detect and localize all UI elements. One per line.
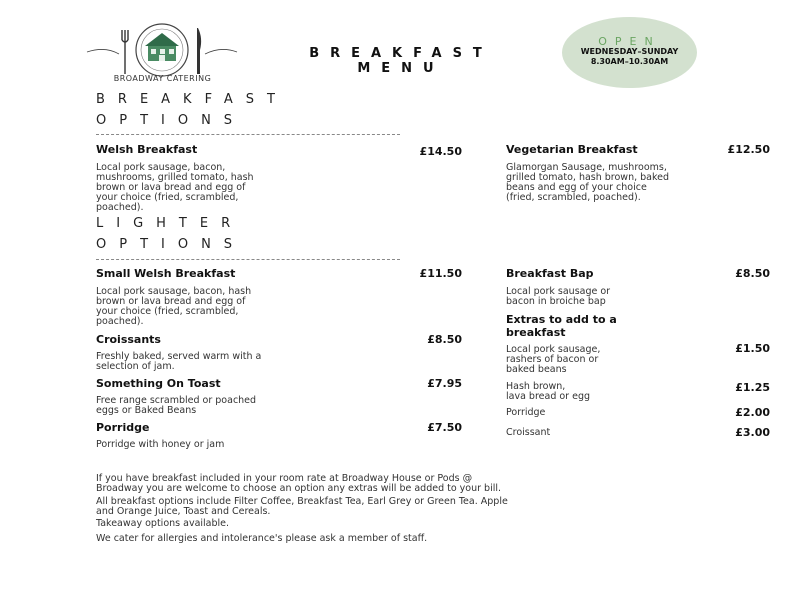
logo-text: BROADWAY CATERING — [113, 74, 212, 83]
item-desc-porridge — [96, 440, 224, 450]
note-line: If you have breakfast included in your room rate at Broadway House or Pods @ — [96, 473, 473, 484]
house-icon — [145, 33, 179, 61]
desc-line: Freshly baked, served warm with a — [96, 351, 262, 362]
item-price-welsh-breakfast: £14.50 — [419, 145, 462, 158]
item-name-porridge: Porridge — [96, 421, 150, 434]
desc-line: mushrooms, grilled tomato, hash — [96, 172, 254, 183]
desc-line: poached). — [96, 202, 144, 213]
extra-price-sausage-bacon-beans: £1.50 — [735, 342, 770, 355]
note-room-rate — [96, 474, 756, 494]
extra-name-hash-brown — [506, 382, 590, 402]
section-heading-lighter: LIGHTER — [96, 216, 244, 231]
desc-line: beans and egg of your choice — [506, 182, 647, 193]
item-desc-small-welsh-breakfast — [96, 287, 251, 327]
item-desc-vegetarian-breakfast — [506, 163, 669, 203]
desc-line: Glamorgan Sausage, mushrooms, — [506, 162, 667, 173]
page-title — [270, 46, 532, 76]
title-line2: MENU — [357, 61, 445, 76]
note-line: Broadway you are welcome to choose an option any extras will be added to your bill. — [96, 483, 502, 494]
desc-line: Local pork sausage, bacon, — [96, 162, 226, 173]
note-drinks — [96, 497, 756, 517]
extra-name-line: Hash brown, — [506, 381, 566, 392]
item-price-vegetarian-breakfast: £12.50 — [727, 143, 770, 156]
open-hours — [562, 47, 697, 67]
note-line: and Orange Juice, Toast and Cereals. — [96, 506, 271, 517]
item-desc-welsh-breakfast — [96, 163, 254, 213]
note-takeaway: Takeaway options available. — [96, 518, 230, 529]
note-line: All breakfast options include Filter Coffee, Breakfast Tea, Earl Grey or Green Tea. Apple — [96, 496, 508, 507]
extra-price-croissant: £3.00 — [735, 426, 770, 439]
desc-line: brown or lava bread and egg of — [96, 182, 246, 193]
item-name-something-on-toast: Something On Toast — [96, 377, 221, 390]
desc-line: brown or lava bread and egg of — [96, 296, 246, 307]
title-line1: BREAKFAST — [309, 46, 493, 61]
desc-line: your choice (fried, scrambled, — [96, 306, 239, 317]
desc-line: bacon in broiche bap — [506, 296, 606, 307]
extra-name-line: Porridge — [506, 407, 546, 418]
extra-name-porridge — [506, 408, 545, 418]
extras-heading-line: Extras to add to a — [506, 313, 617, 326]
extra-name-line: Croissant — [506, 427, 551, 438]
item-desc-something-on-toast — [96, 396, 256, 416]
extras-heading — [506, 313, 617, 339]
section-heading-lighter-options: OPTIONS — [96, 237, 246, 252]
note-allergies: We cater for allergies and intolerance's please ask a member of staff. — [96, 533, 428, 544]
extra-name-line: baked beans — [506, 364, 567, 375]
item-price-croissants: £8.50 — [427, 333, 462, 346]
desc-line: your choice (fried, scrambled, — [96, 192, 239, 203]
extra-name-line: lava bread or egg — [506, 391, 591, 402]
item-name-small-welsh-breakfast: Small Welsh Breakfast — [96, 267, 236, 280]
extra-price-porridge: £2.00 — [735, 406, 770, 419]
open-days-text: WEDNESDAY–SUNDAY — [580, 47, 679, 56]
fork-icon — [122, 30, 128, 74]
desc-line: Porridge with honey or jam — [96, 439, 225, 450]
item-desc-croissants — [96, 352, 261, 372]
desc-line: grilled tomato, hash brown, baked — [506, 172, 670, 183]
desc-line: Free range scrambled or poached — [96, 395, 257, 406]
desc-line: poached). — [96, 316, 144, 327]
item-name-croissants: Croissants — [96, 333, 161, 346]
open-label: OPEN — [598, 35, 661, 48]
knife-icon — [197, 28, 201, 74]
item-price-small-welsh-breakfast: £11.50 — [419, 267, 462, 280]
desc-line: selection of jam. — [96, 361, 175, 372]
item-name-vegetarian-breakfast: Vegetarian Breakfast — [506, 143, 638, 156]
section-divider — [96, 259, 400, 260]
item-name-breakfast-bap: Breakfast Bap — [506, 267, 594, 280]
extra-name-line: rashers of bacon or — [506, 354, 599, 365]
open-hours-text: 8.30AM–10.30AM — [590, 57, 669, 66]
desc-line: eggs or Baked Beans — [96, 405, 197, 416]
extras-heading-line: breakfast — [506, 326, 566, 339]
item-name-welsh-breakfast: Welsh Breakfast — [96, 143, 198, 156]
item-desc-breakfast-bap — [506, 287, 610, 307]
desc-line: (fried, scrambled, poached). — [506, 192, 641, 203]
section-divider — [96, 134, 400, 135]
item-price-something-on-toast: £7.95 — [427, 377, 462, 390]
section-heading-breakfast-options: OPTIONS — [96, 113, 246, 128]
desc-line: Local pork sausage, bacon, hash — [96, 286, 252, 297]
extra-name-line: Local pork sausage, — [506, 344, 601, 355]
item-price-breakfast-bap: £8.50 — [735, 267, 770, 280]
extra-price-hash-brown: £1.25 — [735, 381, 770, 394]
item-price-porridge: £7.50 — [427, 421, 462, 434]
extra-name-sausage-bacon-beans — [506, 345, 600, 375]
section-heading-breakfast: BREAKFAST — [96, 92, 288, 107]
extra-name-croissant — [506, 428, 550, 438]
desc-line: Local pork sausage or — [506, 286, 611, 297]
